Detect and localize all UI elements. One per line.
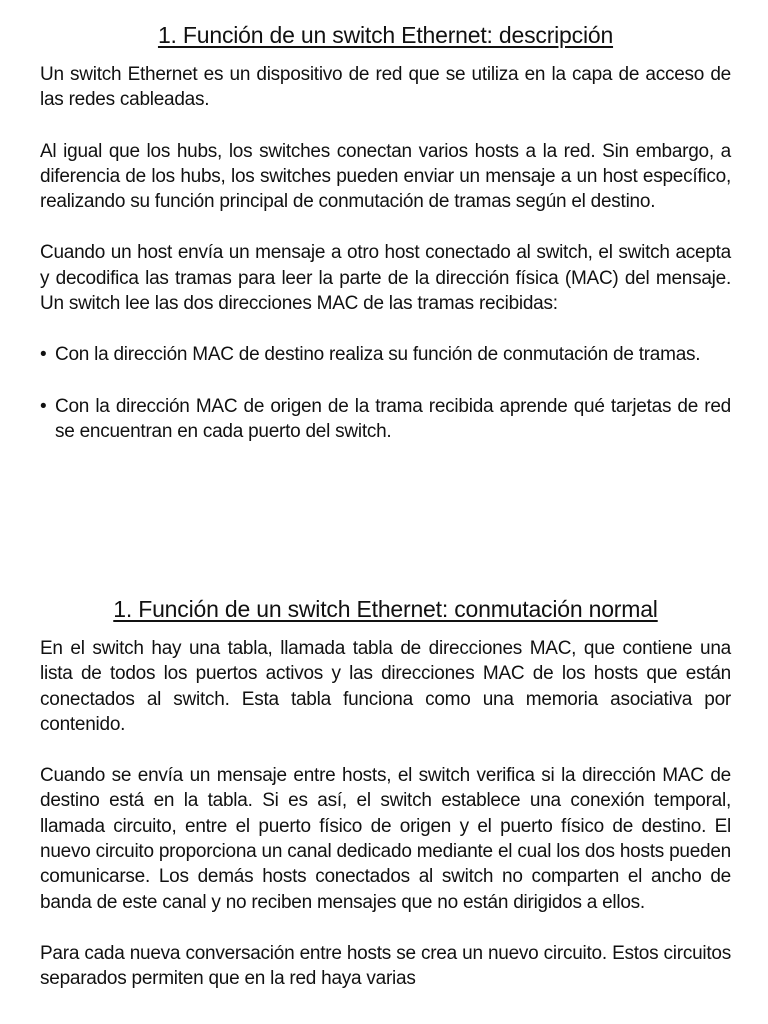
paragraph: Para cada nueva conversación entre hosts se crea un nuevo circuito. Estos circuitos separados permiten que en la red haya varias	[40, 942, 731, 990]
paragraph: Un switch Ethernet es un dispositivo de red que se utiliza en la capa de acceso de las redes cableadas.	[40, 64, 731, 111]
section-normal-switching	[40, 594, 731, 1018]
paragraph: Al igual que los hubs, los switches conectan varios hosts a la red. Sin embargo, a diferencia de los hubs, los switches pueden enviar un mensaje a un host específico, realizando su función principal de conmutación de tramas según el destino.	[40, 140, 731, 213]
section-description	[40, 20, 731, 470]
section-title-description: 1. Función de un switch Ethernet: descripción	[157, 22, 614, 48]
bullet-list	[40, 342, 731, 444]
bullet-text: Con la dirección MAC de origen de la trama recibida aprende qué tarjetas de red se encuentran en cada puerto del switch.	[55, 395, 731, 442]
section-title-normal-switching: 1. Función de un switch Ethernet: conmutación normal	[113, 596, 658, 622]
paragraph: En el switch hay una tabla, llamada tabla de direcciones MAC, que contiene una lista de todos los puertos activos y las direcciones MAC de los hosts que están conectados al switch. Esta tabla funciona como una memoria asociativa por contenido.	[40, 638, 731, 735]
bullet-item	[40, 394, 731, 445]
paragraph: Cuando se envía un mensaje entre hosts, el switch verifica si la dirección MAC de destino está en la tabla. Si es así, el switch establece una conexión temporal, llamada circuito, entre el puerto físico de origen y el puerto físico de destino. El nuevo circuito proporciona un canal dedicado mediante el cual los dos hosts pueden comunicarse. Los demás hosts conectados al switch no comparten el ancho de banda de este canal y no reciben mensajes que no están dirigidos a ellos.	[40, 765, 731, 913]
bullet-item	[40, 342, 731, 367]
bullet-icon: •	[40, 395, 47, 417]
bullet-icon: •	[40, 344, 47, 366]
bullet-text: Con la dirección MAC de destino realiza su función de conmutación de tramas.	[55, 344, 701, 366]
paragraph: Cuando un host envía un mensaje a otro host conectado al switch, el switch acepta y decodifica las tramas para leer la parte de la dirección física (MAC) del mensaje. Un switch lee las dos direcciones MAC de las tramas recibidas:	[40, 242, 731, 315]
